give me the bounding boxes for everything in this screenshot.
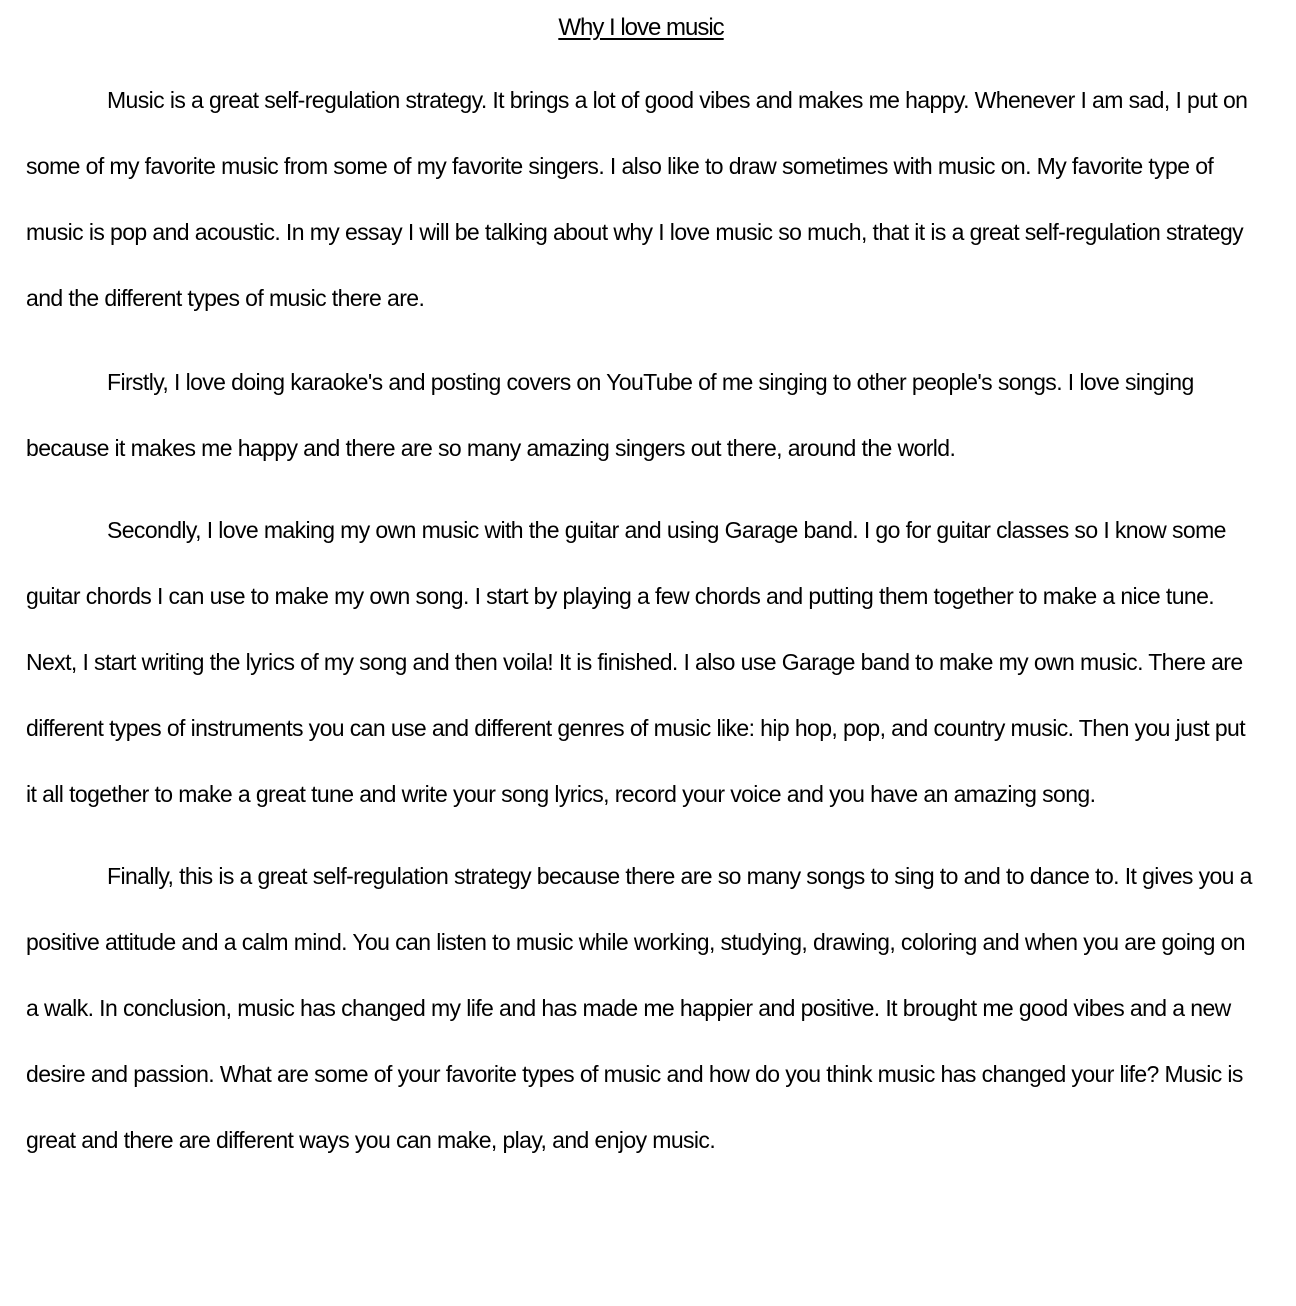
essay-page (26, 0, 1256, 1173)
paragraph-finally: Finally, this is a great self-regulation strategy because there are so many songs to sing to and to dance to. It gives you a positive attitude and a calm mind. You can listen to music while working, studying, drawing, coloring and when you are going on a walk. In conclusion, music has changed my life and has made me happier and positive. It brought me good vibes and a new desire and passion. What are some of your favorite types of music and how do you think music has changed your life? Music is great and there are different ways you can make, play, and enjoy music. (26, 863, 1252, 1153)
paragraph-intro: Music is a great self-regulation strategy. It brings a lot of good vibes and makes me happy. Whenever I am sad, I put on some of my favorite music from some of my favorite singers. I also like to draw sometimes with music on. My favorite type of music is pop and acoustic. In my essay I will be talking about why I love music so much, that it is a great self-regulation strategy and the different types of music there are. (26, 87, 1248, 311)
essay-title: Why I love music (558, 14, 724, 41)
paragraph-firstly: Firstly, I love doing karaoke's and posting covers on YouTube of me singing to other people's songs. I love singing because it makes me happy and there are so many amazing singers out there, around the world. (26, 369, 1194, 461)
paragraph-secondly: Secondly, I love making my own music with the guitar and using Garage band. I go for guitar classes so I know some guitar chords I can use to make my own song. I start by playing a few chords and putting them together to make a nice tune. Next, I start writing the lyrics of my song and then voila! It is finished. I also use Garage band to make my own music. There are different types of instruments you can use and different genres of music like: hip hop, pop, and country music. Then you just put it all together to make a great tune and write your song lyrics, record your voice and you have an amazing song. (26, 517, 1246, 807)
